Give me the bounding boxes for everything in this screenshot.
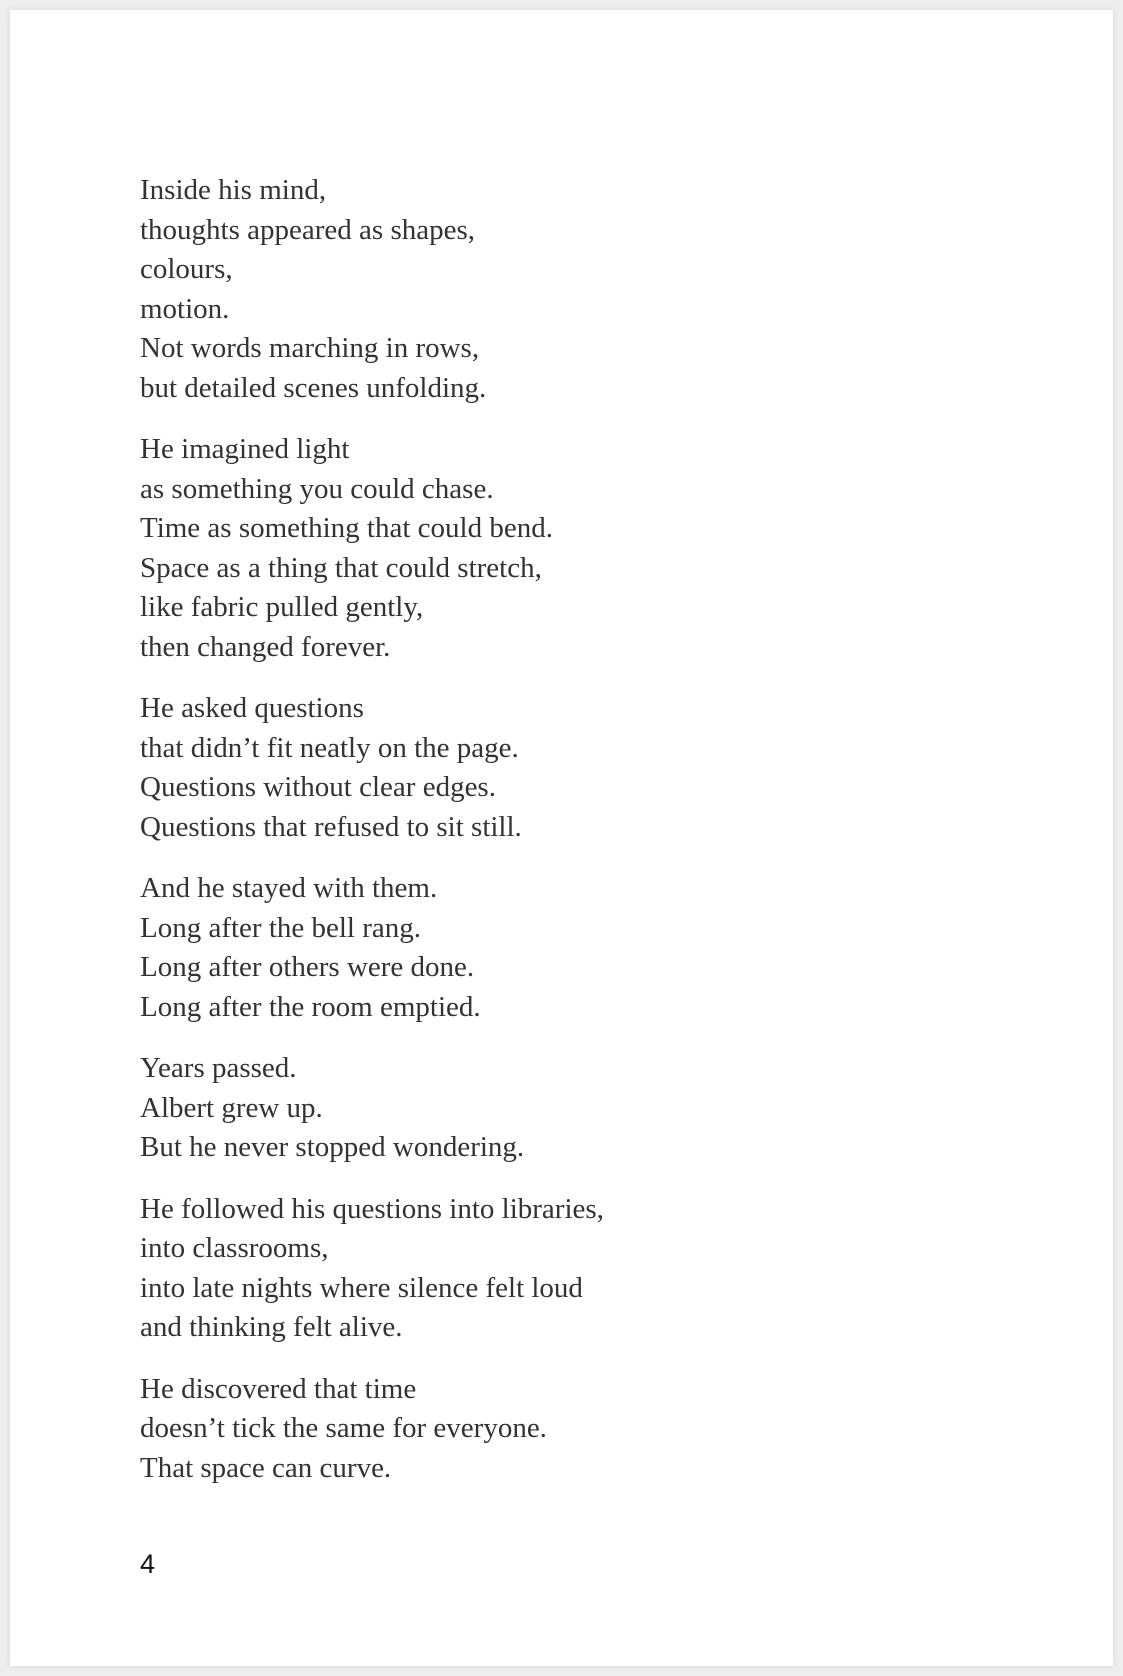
poem-line: into classrooms, — [140, 1232, 329, 1264]
poem-line: Inside his mind, — [140, 174, 327, 206]
poem-body — [140, 171, 604, 1510]
stanza-4 — [140, 869, 604, 1027]
book-page — [10, 10, 1113, 1666]
poem-line: colours, — [140, 253, 233, 285]
poem-line: Long after the room emptied. — [140, 990, 481, 1023]
poem-line: Questions that refused to sit still. — [140, 810, 522, 843]
poem-line: but detailed scenes unfolding. — [140, 371, 487, 404]
stanza-6 — [140, 1190, 604, 1348]
poem-line: Not words marching in rows, — [140, 332, 480, 364]
poem-line: He imagined light — [140, 433, 350, 465]
poem-line: like fabric pulled gently, — [140, 591, 424, 623]
poem-line: Years passed. — [140, 1052, 297, 1084]
poem-line: that didn’t fit neatly on the page. — [140, 731, 519, 764]
stanza-5 — [140, 1049, 604, 1168]
poem-line: That space can curve. — [140, 1451, 392, 1484]
poem-line: into late nights where silence felt loud — [140, 1271, 583, 1304]
stanza-1 — [140, 171, 604, 408]
poem-line: Long after the bell rang. — [140, 911, 422, 944]
stanza-3 — [140, 689, 604, 847]
poem-line: But he never stopped wondering. — [140, 1131, 525, 1163]
poem-line: He asked questions — [140, 692, 364, 724]
poem-line: and thinking felt alive. — [140, 1311, 403, 1343]
stanza-2 — [140, 430, 604, 667]
stanza-7 — [140, 1370, 604, 1489]
page-number: 4 — [140, 1549, 156, 1579]
poem-line: He followed his questions into libraries, — [140, 1192, 604, 1225]
poem-line: then changed forever. — [140, 630, 391, 663]
poem-line: motion. — [140, 292, 230, 325]
poem-line: And he stayed with them. — [140, 872, 438, 904]
poem-line: Long after others were done. — [140, 951, 475, 983]
poem-line: thoughts appeared as shapes, — [140, 213, 476, 246]
poem-line: as something you could chase. — [140, 472, 494, 505]
poem-line: Time as something that could bend. — [140, 512, 553, 544]
poem-line: Questions without clear edges. — [140, 771, 496, 803]
poem-line: Albert grew up. — [140, 1091, 323, 1124]
poem-line: Space as a thing that could stretch, — [140, 551, 542, 584]
poem-line: doesn’t tick the same for everyone. — [140, 1412, 547, 1444]
poem-line: He discovered that time — [140, 1372, 417, 1405]
